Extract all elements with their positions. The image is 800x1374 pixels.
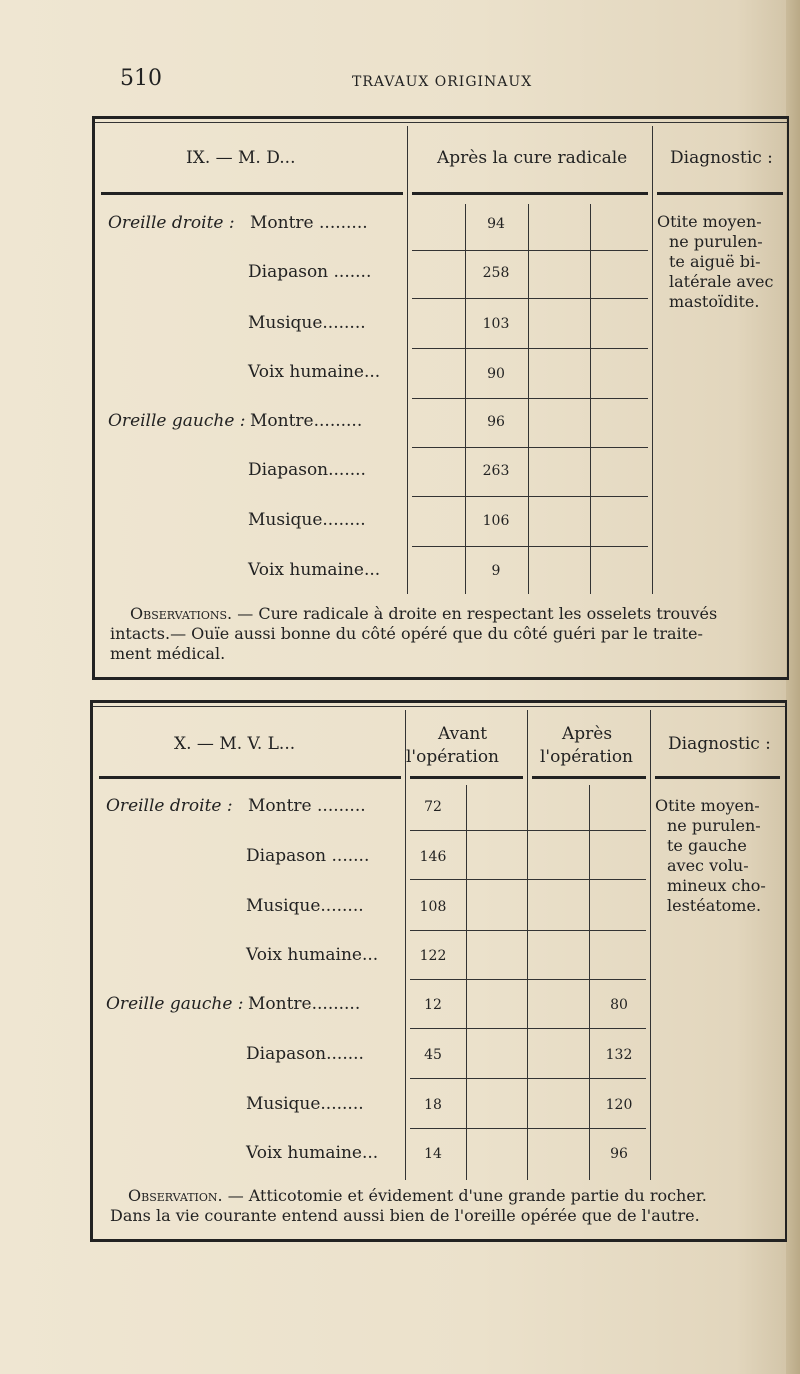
t2-test-label: Voix humaine... — [246, 945, 379, 965]
t1-observations: Observations. — Cure radicale à droite en respectant les osselets trouvés intacts.— Ouïe aussi bonne du côté opéré que du côté guéri par le traite- ment médical. — [110, 604, 718, 663]
t1-test-label: Diapason....... — [248, 460, 366, 480]
t2-after-value: 80 — [610, 997, 628, 1013]
t1-test-label: Montre......... — [250, 411, 363, 431]
table-1-case-title: IX. — M. D... — [186, 148, 296, 168]
t2-before-value: 108 — [419, 899, 447, 915]
t2-test-label: Diapason ....... — [246, 846, 370, 866]
t1-value: 263 — [482, 463, 510, 479]
t1-value: 90 — [487, 366, 505, 382]
t1-value: 96 — [487, 414, 505, 430]
table-2-case-title: X. — M. V. L... — [174, 734, 296, 754]
t1-value: 103 — [482, 316, 510, 332]
t2-ear-left: Oreille gauche : — [106, 994, 244, 1014]
t2-after-value: 132 — [605, 1047, 633, 1063]
t1-test-label: Diapason ....... — [248, 262, 372, 282]
t2-test-label: Montre ......... — [248, 796, 366, 816]
t2-before-value: 12 — [424, 997, 442, 1013]
running-title: TRAVAUX ORIGINAUX — [352, 74, 533, 90]
t1-test-label: Montre ......... — [250, 213, 368, 233]
table-2-after-header-2: l'opération — [540, 747, 634, 767]
page-header — [0, 66, 800, 96]
t1-value: 258 — [482, 265, 510, 281]
t1-test-label: Voix humaine... — [248, 560, 381, 580]
t2-before-value: 14 — [424, 1146, 442, 1162]
t2-test-label: Montre......... — [248, 994, 361, 1014]
t2-after-value: 96 — [610, 1146, 628, 1162]
table-2-before-header: Avant — [438, 724, 488, 744]
t1-value: 94 — [487, 216, 505, 232]
t1-value: 9 — [491, 563, 501, 579]
table-2-before-header-2: l'opération — [406, 747, 500, 767]
t2-before-value: 146 — [419, 849, 447, 865]
t1-ear-right: Oreille droite : — [108, 213, 235, 233]
t2-observations: Observation. — Atticotomie et évidement d'une grande partie du rocher. Dans la vie courante entend aussi bien de l'oreille opérée que de l'autre. — [110, 1186, 707, 1225]
t1-diagnosis: Otite moyen- ne purulen- te aiguë bi- latérale avec mastoïdite. — [657, 212, 774, 311]
t2-test-label: Voix humaine... — [246, 1143, 379, 1163]
t2-before-value: 18 — [424, 1097, 442, 1113]
table-2-diagnostic-header: Diagnostic : — [668, 734, 771, 754]
t2-diagnosis: Otite moyen- ne purulen- te gauche avec volu- mineux cho- lestéatome. — [655, 796, 766, 915]
table-1-after-header: Après la cure radicale — [437, 148, 628, 168]
t2-ear-right: Oreille droite : — [106, 796, 233, 816]
t2-test-label: Diapason....... — [246, 1044, 364, 1064]
t2-after-value: 120 — [605, 1097, 633, 1113]
t1-test-label: Musique........ — [248, 313, 366, 333]
t2-test-label: Musique........ — [246, 896, 364, 916]
table-2-after-header: Après — [562, 724, 613, 744]
t1-ear-left: Oreille gauche : — [108, 411, 246, 431]
t2-obs-label: Observation. — [128, 1186, 223, 1205]
table-1-diagnostic-header: Diagnostic : — [670, 148, 773, 168]
t1-obs-label: Observations. — [130, 604, 233, 623]
t2-before-value: 72 — [424, 799, 442, 815]
t1-test-label: Voix humaine... — [248, 362, 381, 382]
t2-before-value: 45 — [424, 1047, 442, 1063]
t1-test-label: Musique........ — [248, 510, 366, 530]
t2-test-label: Musique........ — [246, 1094, 364, 1114]
t2-before-value: 122 — [419, 948, 447, 964]
t1-value: 106 — [482, 513, 510, 529]
page-number: 510 — [120, 66, 162, 91]
